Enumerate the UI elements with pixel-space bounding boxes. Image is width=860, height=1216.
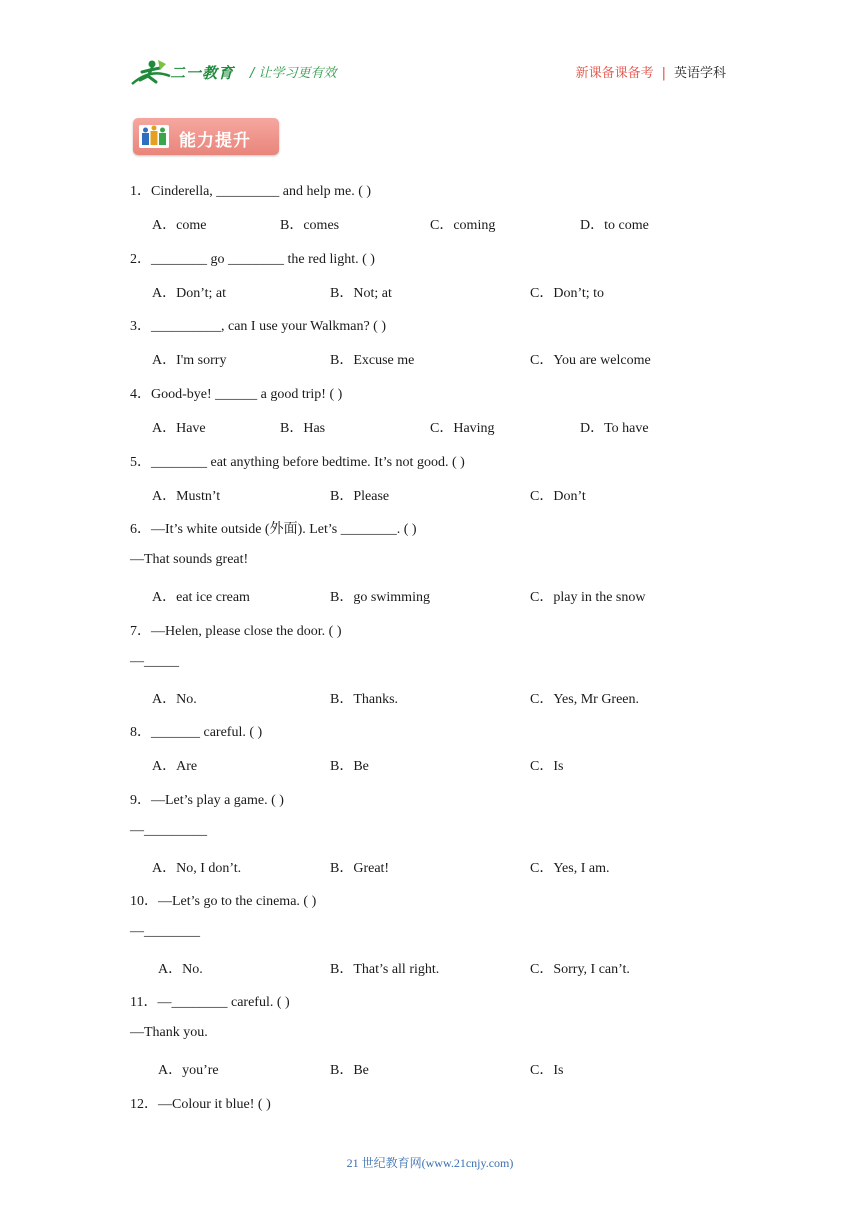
answer-option: B．Thanks. bbox=[330, 692, 399, 707]
answer-option: C．Is bbox=[530, 1063, 564, 1078]
question-reply: —Thank you. bbox=[130, 1025, 208, 1040]
answer-option: A．eat ice cream bbox=[152, 590, 250, 605]
answer-option: A．No. bbox=[158, 962, 203, 977]
answer-option: B．go swimming bbox=[330, 590, 430, 605]
question-stem: 11．—________ careful. ( ) bbox=[130, 995, 290, 1010]
answer-option: C．Yes, Mr Green. bbox=[530, 692, 640, 707]
answer-option: A．come bbox=[152, 218, 207, 233]
question-stem: 9．—Let’s play a game. ( ) bbox=[130, 793, 284, 808]
question-stem: 7．—Helen, please close the door. ( ) bbox=[130, 624, 342, 639]
question-stem: 8．_______ careful. ( ) bbox=[130, 725, 263, 740]
answer-option: B．Be bbox=[330, 759, 369, 774]
answer-option: A．you’re bbox=[158, 1063, 219, 1078]
answer-option: B．That’s all right. bbox=[330, 962, 440, 977]
question-stem: 1．Cinderella, _________ and help me. ( ) bbox=[130, 184, 372, 199]
section-title: 能力提升 bbox=[179, 131, 251, 151]
question-stem: 5．________ eat anything before bedtime. It’s not good. ( ) bbox=[130, 455, 465, 470]
slogan: / 让学习更有效 bbox=[250, 66, 337, 81]
answer-option: A．Mustn’t bbox=[152, 489, 221, 504]
answer-option: A．Are bbox=[152, 759, 198, 774]
answer-option: C．coming bbox=[430, 218, 496, 233]
question-stem: 2．________ go ________ the red light. ( ) bbox=[130, 252, 375, 267]
people-icon bbox=[139, 125, 169, 148]
header-separator: | bbox=[661, 66, 666, 81]
answer-option: C．play in the snow bbox=[530, 590, 646, 605]
answer-option: B．Great! bbox=[330, 861, 390, 876]
answer-option: C．Sorry, I can’t. bbox=[530, 962, 630, 977]
answer-option: C．Don’t bbox=[530, 489, 586, 504]
answer-option: A．No. bbox=[152, 692, 197, 707]
answer-option: C．Is bbox=[530, 759, 564, 774]
question-stem: 3．__________, can I use your Walkman? ( ) bbox=[130, 319, 386, 334]
logo-text: 二一教育 bbox=[170, 64, 235, 82]
question-reply: —_________ bbox=[130, 823, 207, 838]
answer-option: D．to come bbox=[580, 218, 649, 233]
answer-option: A．No, I don’t. bbox=[152, 861, 242, 876]
answer-option: A．Have bbox=[152, 421, 206, 436]
question-stem: 10．—Let’s go to the cinema. ( ) bbox=[130, 894, 317, 909]
answer-option: B．Excuse me bbox=[330, 353, 415, 368]
question-reply: —________ bbox=[130, 924, 200, 939]
header-right bbox=[576, 62, 726, 81]
question-reply: —That sounds great! bbox=[130, 552, 249, 567]
answer-option: C．You are welcome bbox=[530, 353, 651, 368]
page-header bbox=[130, 56, 726, 90]
question-stem: 6．—It’s white outside (外面). Let’s ________. ( ) bbox=[130, 522, 417, 537]
answer-option: A．I'm sorry bbox=[152, 353, 227, 368]
answer-option: B．Be bbox=[330, 1063, 369, 1078]
answer-option: B．Not; at bbox=[330, 286, 392, 301]
answer-option: C．Yes, I am. bbox=[530, 861, 610, 876]
footer-source: 21 世纪教育网(www.21cnjy.com) bbox=[346, 1156, 514, 1170]
question-stem: 4．Good-bye! ______ a good trip! ( ) bbox=[130, 387, 343, 402]
section-banner bbox=[133, 118, 279, 155]
question-stem: 12．—Colour it blue! ( ) bbox=[130, 1097, 271, 1112]
answer-option: B．comes bbox=[280, 218, 340, 233]
header-subject: 英语学科 bbox=[673, 66, 726, 81]
answer-option: A．Don’t; at bbox=[152, 286, 227, 301]
answer-option: B．Please bbox=[330, 489, 390, 504]
question-reply: —_____ bbox=[130, 654, 179, 669]
answer-option: B．Has bbox=[280, 421, 326, 436]
answer-option: D．To have bbox=[580, 421, 649, 436]
answer-option: C．Don’t; to bbox=[530, 286, 605, 301]
answer-option: C．Having bbox=[430, 421, 495, 436]
header-category: 新课备课备考 bbox=[575, 66, 654, 81]
